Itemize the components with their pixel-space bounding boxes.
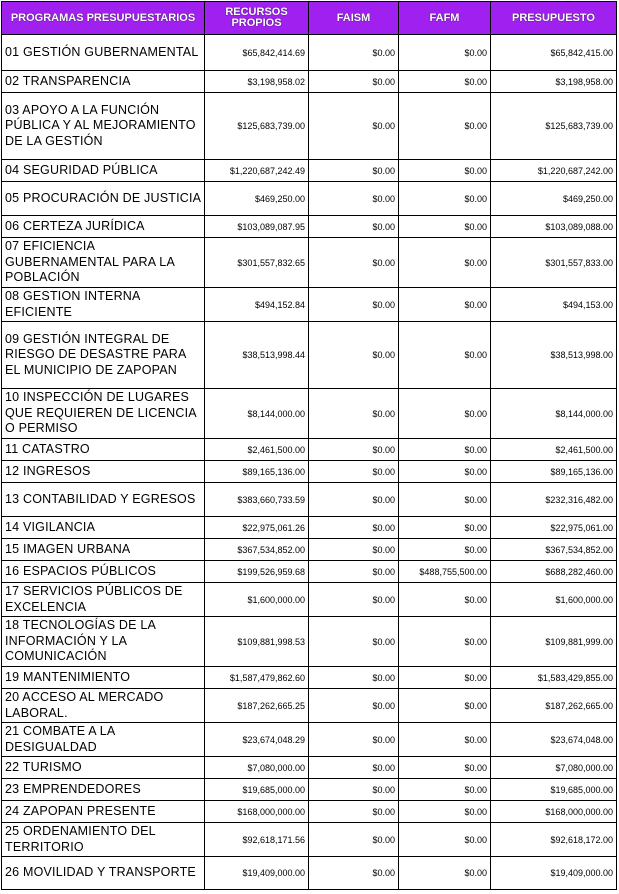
faism-cell: $0.00 [309,389,399,439]
faism-cell: $0.00 [309,238,399,288]
fafm-cell: $0.00 [399,583,491,617]
fafm-cell: $0.00 [399,71,491,93]
table-row [2,182,617,216]
faism-cell: $0.00 [309,322,399,389]
faism-cell: $0.00 [309,93,399,160]
fafm-cell: $0.00 [399,483,491,517]
presupuesto-cell: $89,165,136.00 [491,461,617,483]
fafm-cell: $0.00 [399,857,491,890]
recursos-propios-cell: $1,220,687,242.49 [205,160,309,182]
faism-cell: $0.00 [309,35,399,71]
programa-cell: 08 GESTION INTERNA EFICIENTE [2,288,205,322]
recursos-propios-cell: $38,513,998.44 [205,322,309,389]
table-row [2,238,617,288]
presupuesto-cell: $1,583,429,855.00 [491,667,617,689]
table-row [2,71,617,93]
programa-cell: 17 SERVICIOS PÚBLICOS DE EXCELENCIA [2,583,205,617]
recursos-propios-cell: $19,685,000.00 [205,779,309,801]
presupuesto-cell: $367,534,852.00 [491,539,617,561]
table-row [2,483,617,517]
fafm-cell: $0.00 [399,182,491,216]
programa-cell: 05 PROCURACIÓN DE JUSTICIA [2,182,205,216]
programa-cell: 21 COMBATE A LA DESIGUALDAD [2,723,205,757]
programa-cell: 01 GESTIÓN GUBERNAMENTAL [2,35,205,71]
table-row [2,667,617,689]
presupuesto-cell: $2,461,500.00 [491,439,617,461]
programa-cell: 10 INSPECCIÓN DE LUGARES QUE REQUIEREN DE LICENCIA O PERMISO [2,389,205,439]
table-row [2,757,617,779]
header-row [2,2,617,35]
fafm-cell: $0.00 [399,689,491,723]
presupuesto-cell: $38,513,998.00 [491,322,617,389]
presupuesto-cell: $22,975,061.00 [491,517,617,539]
programa-cell: 25 ORDENAMIENTO DEL TERRITORIO [2,823,205,857]
recursos-propios-cell: $301,557,832.65 [205,238,309,288]
table-row [2,689,617,723]
recursos-propios-cell: $367,534,852.00 [205,539,309,561]
fafm-cell: $0.00 [399,723,491,757]
programa-cell: 16 ESPACIOS PÚBLICOS [2,561,205,583]
presupuesto-cell: $8,144,000.00 [491,389,617,439]
programa-cell: 06 CERTEZA JURÍDICA [2,216,205,238]
table-row [2,160,617,182]
recursos-propios-cell: $469,250.00 [205,182,309,216]
programa-cell: 23 EMPRENDEDORES [2,779,205,801]
fafm-cell: $0.00 [399,617,491,667]
faism-cell: $0.00 [309,160,399,182]
recursos-propios-cell: $19,409,000.00 [205,857,309,890]
fafm-cell: $0.00 [399,801,491,823]
programa-cell: 07 EFICIENCIA GUBERNAMENTAL PARA LA POBLACIÓN [2,238,205,288]
header-fafm: FAFM [399,2,491,35]
programa-cell: 13 CONTABILIDAD Y EGRESOS [2,483,205,517]
programa-cell: 22 TURISMO [2,757,205,779]
recursos-propios-cell: $383,660,733.59 [205,483,309,517]
presupuesto-cell: $7,080,000.00 [491,757,617,779]
fafm-cell: $0.00 [399,539,491,561]
fafm-cell: $0.00 [399,389,491,439]
presupuesto-cell: $1,220,687,242.00 [491,160,617,182]
programa-cell: 09 GESTIÓN INTEGRAL DE RIESGO DE DESASTRE PARA EL MUNICIPIO DE ZAPOPAN [2,322,205,389]
faism-cell: $0.00 [309,801,399,823]
faism-cell: $0.00 [309,461,399,483]
presupuesto-cell: $125,683,739.00 [491,93,617,160]
presupuesto-cell: $23,674,048.00 [491,723,617,757]
fafm-cell: $0.00 [399,757,491,779]
header-recursos-propios: RECURSOS PROPIOS [205,2,309,35]
programa-cell: 20 ACCESO AL MERCADO LABORAL. [2,689,205,723]
table-row [2,583,617,617]
table-row [2,723,617,757]
recursos-propios-cell: $23,674,048.29 [205,723,309,757]
programa-cell: 15 IMAGEN URBANA [2,539,205,561]
fafm-cell: $488,755,500.00 [399,561,491,583]
header-faism: FAISM [309,2,399,35]
presupuesto-cell: $688,282,460.00 [491,561,617,583]
programa-cell: 18 TECNOLOGÍAS DE LA INFORMACIÓN Y LA COMUNICACIÓN [2,617,205,667]
faism-cell: $0.00 [309,539,399,561]
faism-cell: $0.00 [309,779,399,801]
table-row [2,857,617,890]
fafm-cell: $0.00 [399,779,491,801]
presupuesto-cell: $19,409,000.00 [491,857,617,890]
recursos-propios-cell: $22,975,061.26 [205,517,309,539]
table-row [2,517,617,539]
table-row [2,216,617,238]
presupuesto-cell: $469,250.00 [491,182,617,216]
presupuesto-cell: $65,842,415.00 [491,35,617,71]
faism-cell: $0.00 [309,823,399,857]
presupuesto-cell: $103,089,088.00 [491,216,617,238]
fafm-cell: $0.00 [399,322,491,389]
fafm-cell: $0.00 [399,823,491,857]
recursos-propios-cell: $7,080,000.00 [205,757,309,779]
faism-cell: $0.00 [309,517,399,539]
recursos-propios-cell: $187,262,665.25 [205,689,309,723]
table-row [2,617,617,667]
table-row [2,93,617,160]
table-row [2,823,617,857]
faism-cell: $0.00 [309,857,399,890]
presupuesto-cell: $3,198,958.00 [491,71,617,93]
budget-table [1,1,617,890]
faism-cell: $0.00 [309,182,399,216]
recursos-propios-cell: $89,165,136.00 [205,461,309,483]
fafm-cell: $0.00 [399,667,491,689]
recursos-propios-cell: $1,587,479,862.60 [205,667,309,689]
programa-cell: 24 ZAPOPAN PRESENTE [2,801,205,823]
fafm-cell: $0.00 [399,35,491,71]
presupuesto-cell: $494,153.00 [491,288,617,322]
budget-table-body [2,35,617,890]
table-row [2,539,617,561]
table-row [2,801,617,823]
header-presupuesto: PRESUPUESTO [491,2,617,35]
presupuesto-cell: $168,000,000.00 [491,801,617,823]
table-row [2,561,617,583]
presupuesto-cell: $109,881,999.00 [491,617,617,667]
programa-cell: 19 MANTENIMIENTO [2,667,205,689]
faism-cell: $0.00 [309,216,399,238]
fafm-cell: $0.00 [399,160,491,182]
recursos-propios-cell: $103,089,087.95 [205,216,309,238]
faism-cell: $0.00 [309,757,399,779]
faism-cell: $0.00 [309,723,399,757]
recursos-propios-cell: $1,600,000.00 [205,583,309,617]
recursos-propios-cell: $494,152.84 [205,288,309,322]
programa-cell: 26 MOVILIDAD Y TRANSPORTE [2,857,205,890]
programa-cell: 12 INGRESOS [2,461,205,483]
presupuesto-cell: $187,262,665.00 [491,689,617,723]
fafm-cell: $0.00 [399,461,491,483]
table-row [2,461,617,483]
faism-cell: $0.00 [309,288,399,322]
recursos-propios-cell: $199,526,959.68 [205,561,309,583]
fafm-cell: $0.00 [399,93,491,160]
programa-cell: 11 CATASTRO [2,439,205,461]
faism-cell: $0.00 [309,561,399,583]
faism-cell: $0.00 [309,439,399,461]
faism-cell: $0.00 [309,71,399,93]
header-programas: PROGRAMAS PRESUPUESTARIOS [2,2,205,35]
fafm-cell: $0.00 [399,238,491,288]
fafm-cell: $0.00 [399,439,491,461]
recursos-propios-cell: $3,198,958.02 [205,71,309,93]
fafm-cell: $0.00 [399,216,491,238]
table-row [2,35,617,71]
presupuesto-cell: $1,600,000.00 [491,583,617,617]
programa-cell: 02 TRANSPARENCIA [2,71,205,93]
fafm-cell: $0.00 [399,288,491,322]
faism-cell: $0.00 [309,483,399,517]
table-row [2,288,617,322]
faism-cell: $0.00 [309,667,399,689]
recursos-propios-cell: $2,461,500.00 [205,439,309,461]
fafm-cell: $0.00 [399,517,491,539]
recursos-propios-cell: $125,683,739.00 [205,93,309,160]
recursos-propios-cell: $65,842,414.69 [205,35,309,71]
presupuesto-cell: $301,557,833.00 [491,238,617,288]
presupuesto-cell: $19,685,000.00 [491,779,617,801]
recursos-propios-cell: $92,618,171.56 [205,823,309,857]
recursos-propios-cell: $109,881,998.53 [205,617,309,667]
programa-cell: 04 SEGURIDAD PÚBLICA [2,160,205,182]
faism-cell: $0.00 [309,617,399,667]
presupuesto-cell: $232,316,482.00 [491,483,617,517]
table-row [2,389,617,439]
programa-cell: 03 APOYO A LA FUNCIÓN PÚBLICA Y AL MEJORAMIENTO DE LA GESTIÓN [2,93,205,160]
faism-cell: $0.00 [309,689,399,723]
faism-cell: $0.00 [309,583,399,617]
table-row [2,439,617,461]
presupuesto-cell: $92,618,172.00 [491,823,617,857]
programa-cell: 14 VIGILANCIA [2,517,205,539]
recursos-propios-cell: $8,144,000.00 [205,389,309,439]
table-row [2,322,617,389]
recursos-propios-cell: $168,000,000.00 [205,801,309,823]
table-row [2,779,617,801]
